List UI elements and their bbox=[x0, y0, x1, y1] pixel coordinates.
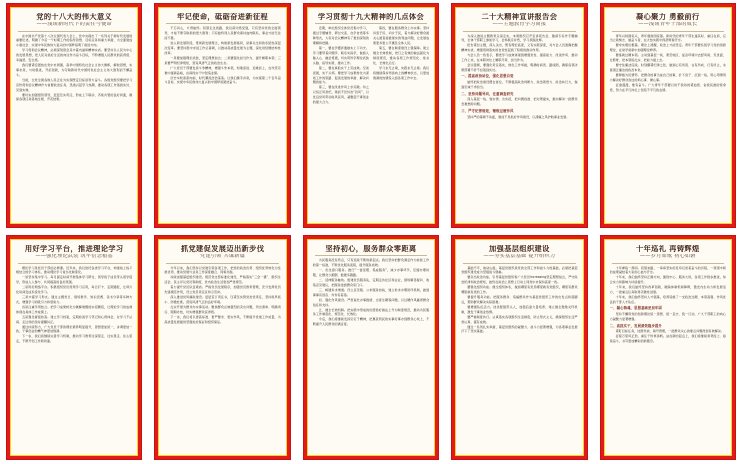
article-column bbox=[610, 266, 726, 345]
article-column bbox=[373, 26, 429, 220]
article-paragraph: 与会人员一致表示，要把学习成效体现到增强党性、提高能力、改进作风、推动工作上来，在本职岗位上履职尽责、担当作为。 bbox=[461, 53, 578, 63]
article-sheet bbox=[456, 240, 582, 455]
poster-panel[interactable] bbox=[297, 0, 445, 232]
article-sheet bbox=[605, 240, 731, 455]
article-paragraph: 今年以来，我们坚持以党建引领各项工作，把党的政治优势、组织优势转化为发展优势，推动党建与业务工作深度融合、同频共振。 bbox=[164, 265, 281, 275]
article-paragraph: 着力提升党员队伍素质。严格党员发展程序，加强党员教育管理，充分发挥党员先锋模范作用，设立党员责任区和示范岗。 bbox=[164, 285, 281, 295]
article-body bbox=[164, 266, 280, 325]
article-sheet bbox=[11, 240, 137, 455]
article-paragraph: 不忘初心，方得始终。回望走过的路，我们深切感受到，只有坚持党的全面领导，才能不断夺取新的更大胜利；只有始终同人民群众保持血肉联系，事业才能无往而不胜。 bbox=[164, 26, 281, 41]
article-paragraph: 坚持严的基调不动摇，驰而不息抓好作风建设，以清廉之风护航事业发展。 bbox=[467, 114, 570, 119]
article-paragraph: 十年弹指一挥间。回望来路，一串串坚实的足印记录着奋斗的历程，一项项丰硕的成果凝结着大家的心血与汗水。 bbox=[609, 265, 726, 275]
title-divider bbox=[18, 31, 130, 32]
article-paragraph: 十年来，我们始终坚持正确方向，围绕中心、服务大局，各项工作稳步推进，综合实力和影响力持续提升。 bbox=[609, 275, 726, 285]
article-column bbox=[16, 34, 132, 103]
article-title: 加强基层组织建设 bbox=[489, 245, 550, 253]
article-columns bbox=[461, 34, 577, 221]
article-column bbox=[16, 266, 132, 345]
article-subtitle: ——岁月如歌 初心如磐 bbox=[639, 254, 696, 260]
article-paragraph: 五是强化督促检查。建立学习档案，定期检查学习笔记和心得体会，对学习不认真、走过场的及时提醒纠正。 bbox=[16, 314, 133, 324]
poster-panel[interactable] bbox=[445, 232, 593, 464]
article-paragraph: 要厚植为民情怀。把群众的事当成自己的事，扑下身子、沉到一线，用心用情用力解决好群众身边的烦心事、操心事。 bbox=[609, 72, 726, 82]
article-paragraph: 第五，要在制度建设上强保障。建立健全长效机制，把行之有效的做法固化为制度规范，推动各项工作规范化、常态化、长效化运行。 bbox=[373, 45, 430, 65]
article-paragraph: 始终把政治建设摆在首位，不断提高政治判断力、政治领悟力、政治执行力，做到忠诚干净担当。 bbox=[461, 80, 578, 90]
article-paragraph: 二是用好网络平台。积极组织党员使用学习应用，每日打卡、定期通报，让碎片化时间变成系统化学习。 bbox=[16, 285, 133, 295]
article-paragraph: 紧盯目标任务，挂图作战、销号管理，一批群众关心的难点问题得到有效解决。 bbox=[615, 329, 724, 334]
article-body bbox=[16, 266, 132, 345]
article-column bbox=[461, 34, 577, 120]
article-paragraph: 当前，全党全国各族人民正在为实现既定目标而努力奋斗。各级党组织要把学习宣传贯彻会议精神作为首要政治任务，迅速兴起学习热潮，推动各项工作落到实处、见到实效。 bbox=[16, 77, 133, 92]
title-divider bbox=[166, 263, 278, 264]
article-columns bbox=[313, 26, 429, 220]
article-paragraph: 下一步，我们将继续完善学习机制，推动学习教育往深里走、往实里走、往心里走，不断开创工作新局面。 bbox=[16, 334, 133, 344]
article-subtitle: ——夯实基层基础 提升组织力 bbox=[483, 254, 556, 260]
article-subtitle: ——浅谈青年干部的成长 bbox=[638, 22, 698, 28]
article-column bbox=[164, 26, 280, 85]
article-paragraph: 通过持续努力，广大党员干部的理论素养明显提升，思想更加统一，步调更加一致，干事创业的精气神更加饱满。 bbox=[16, 324, 133, 334]
article-sheet bbox=[308, 8, 434, 223]
article-title: 党的十八大的伟大意义 bbox=[36, 13, 113, 21]
article-sheet bbox=[605, 8, 731, 223]
article-paragraph: 一、优化窗口服务。推行“一窗受理、集成服务”，减少办事环节，压缩办理时限，让群众少跑腿、数据多跑路。 bbox=[312, 268, 430, 278]
article-paragraph: 坚持不懈用党的创新理论统一思想、统一意志、统一行动，广大干部职工的向心力凝聚力显著增强。 bbox=[609, 312, 726, 322]
article-columns bbox=[164, 266, 280, 453]
article-body bbox=[610, 266, 726, 345]
article-title: 学习贯彻十九大精神的几点体会 bbox=[317, 13, 425, 21]
article-body bbox=[16, 34, 132, 103]
article-column bbox=[313, 258, 429, 327]
article-paragraph: 广大党员干部要发扬斗争精神，增强斗争本领，知难而进、迎难而上，在攻坚克难中砥砺品格，在真抓实干中创造业绩。 bbox=[164, 65, 281, 75]
article-columns bbox=[16, 34, 132, 221]
article-body bbox=[313, 26, 369, 105]
article-paragraph: 学习贯彻会议精神，必须深刻领会其丰富内涵和精神实质。要坚持以人民为中心的发展思想，把人民对美好生活的向往作为奋斗目标，不断增强人民群众的获得感、幸福感、安全感。 bbox=[16, 48, 133, 63]
article-paragraph: 下一步，我们将以更高标准、更严要求、更实作风，不断提升党建工作质量，为高质量发展提供坚强政治保证和组织保证。 bbox=[164, 314, 281, 324]
article-subtitle: ——浅谈新时代下的责任与使命 bbox=[36, 22, 112, 28]
article-paragraph: 历史车轮滚滚向前，时代潮流浩浩荡荡。让我们携手并肩，为实现第二个百年奋斗目标、实现中华民族伟大复兴的中国梦而团结奋斗。 bbox=[164, 75, 281, 85]
article-paragraph: 学习永无止境，实践永无止境。我们将继续保持昂扬向上的精神状态，以更加饱满的热情投入到各项工作中去。 bbox=[373, 65, 430, 80]
article-sheet bbox=[11, 8, 137, 223]
title-divider bbox=[18, 263, 130, 264]
poster-panel[interactable] bbox=[594, 0, 742, 232]
article-body bbox=[313, 258, 429, 327]
article-paragraph: 会议强调，要强化责任落实，细化工作举措，明确时间表、路线图，确保各项决策部署不折不扣落到实处。 bbox=[461, 63, 578, 72]
article-paragraph: 征途漫漫，惟有奋斗。广大青年干部要以时不我待的紧迫感、舍我其谁的使命感，努力在平凡岗位上创造不平凡的业绩。 bbox=[609, 82, 726, 92]
article-paragraph: 要夯实理论根基。理论上清醒，政治上才能坚定。青年干部要系统学习党的创新理论，在常学常新中加强理论修养。 bbox=[609, 43, 726, 53]
poster-panel[interactable] bbox=[297, 232, 445, 464]
article-paragraph: 十年来，我们始终坚持改革创新，破除体制机制障碍，激发内生动力和发展活力，一批重点任务取得突破性进展。 bbox=[609, 285, 726, 295]
article-column bbox=[313, 26, 369, 220]
article-subheading: 一、凝心铸魂，思想基础更加牢固 bbox=[609, 306, 663, 311]
poster-panel[interactable] bbox=[0, 232, 148, 464]
article-paragraph: 十年来，我们始终坚持人才强基，培养造就了一支政治过硬、本领高强、作风优良的干部人才队伍。 bbox=[609, 295, 726, 304]
title-divider bbox=[612, 31, 724, 32]
article-paragraph: 要守住廉洁底线。时刻绷紧纪律之弦，做到心有所畏、言有所戒、行有所止，永葆清正廉洁的政治本色。 bbox=[609, 63, 726, 72]
article-subheading: 一、提高政治站位，强化思想自觉 bbox=[461, 74, 514, 79]
poster-panel[interactable] bbox=[0, 0, 148, 232]
title-divider bbox=[612, 263, 724, 264]
article-title: 抓党建促发展迈出新步伐 bbox=[180, 245, 265, 253]
article-paragraph: 进入新发展阶段，贯彻新发展理念，构建新发展格局，是事关全局的系统性深层次变革。要坚持稳中求进工作总基调，以推动高质量发展为主题，深化供给侧结构性改革。 bbox=[164, 41, 281, 55]
article-columns bbox=[164, 26, 280, 220]
article-body bbox=[373, 26, 429, 80]
article-paragraph: 要突出政治功能。引导基层党组织和广大党员increasing坚定理想信念，严守政治纪律和政治规矩，始终在政治上思想上行动上同党中央保持高度一致。 bbox=[461, 275, 578, 285]
article-body bbox=[461, 266, 577, 335]
article-paragraph: 深入基层一线，察实情、出实招，把问题找准、把对策提实，推动解决一批群众急难愁盼问题。 bbox=[461, 97, 578, 107]
article-paragraph: 要增强队伍活力。选优配强带头人，加强后备力量培养，建立健全激励关怀机制，激发干事创业热情。 bbox=[461, 304, 578, 314]
article-paragraph: 三、畅通诉求渠道。设立意见箱、公布服务热线，建立诉求办理闭环机制，做到事事有回音、件件有着落。 bbox=[312, 287, 430, 297]
article-subtitle: 党建引领 共谋新篇 bbox=[200, 254, 246, 260]
article-body bbox=[461, 34, 577, 120]
article-paragraph: 报告紧扣主题，深入浅出，既有理论高度，又有实践深度，对与会人员准确把握精神实质、增强贯彻落实的自觉性起到了积极的推动作用。 bbox=[461, 43, 578, 53]
article-paragraph: 二、延伸服务触角。组建党员服务队，定期走访社区和企业，现场解答疑问、收集意见建议，把服务送到群众家门口。 bbox=[312, 277, 430, 287]
article-paragraph: 青年兴则国家兴，青年强则国家强。新时代的青年干部生逢其时、重任在肩，应当立鸿鹄志、做奋斗者，在火热实践中挥洒青春汗水。 bbox=[609, 33, 726, 43]
title-divider bbox=[315, 255, 427, 256]
article-sheet bbox=[159, 240, 285, 455]
article-columns bbox=[610, 34, 726, 221]
article-subtitle: ——主题教育学习简报 bbox=[492, 22, 547, 28]
article-title: 牢记使命，砥砺奋进新征程 bbox=[177, 13, 269, 21]
article-column bbox=[164, 266, 280, 325]
article-paragraph: 要强化组织功能。健全组织体系，做到哪里有党员哪里就有党组织，哪里有群众哪里就有党的工作。 bbox=[461, 285, 578, 295]
article-subtitle: ——强化理论武装 筑牢信念根基 bbox=[35, 254, 113, 260]
article-paragraph: 理论学习是党员干部的必修课。近年来，我们依托各类学习平台，构建线上线下相结合的学习体系，推动理论学习常态化制度化。 bbox=[16, 265, 133, 275]
article-paragraph: 为深入推进主题教育走深走实，本周组织召开宣讲报告会，邀请专家作专题辅导，全体干部职工参加学习，会场秩序井然，学习氛围浓厚。 bbox=[461, 33, 578, 43]
article-paragraph: 要切实加强组织领导，层层压实责任，形成上下联动、齐抓共管的良好局面，确保各项任务落地生根、开花结果。 bbox=[16, 92, 133, 102]
article-columns bbox=[313, 258, 429, 452]
article-title: 二十大精神宣讲报告会 bbox=[481, 13, 558, 21]
article-sheet bbox=[159, 8, 285, 223]
article-paragraph: 三是丰富学习形式。通过主题党日、现场教学、知识竞赛、读书分享等多种方式，增强学习的吸引力和感染力。 bbox=[16, 295, 133, 304]
poster-panel[interactable] bbox=[148, 232, 296, 464]
article-body bbox=[164, 26, 280, 85]
article-columns bbox=[461, 266, 577, 453]
article-paragraph: 四是注重学用结合。把学习成果转化为破解难题的实招硬招，让理论学习的成效体现在具体工作成绩上。 bbox=[16, 304, 133, 314]
article-title: 十年巡礼 再铸辉煌 bbox=[635, 245, 700, 253]
article-paragraph: 第一，要在学懂弄通做实上下功夫。学习要带着问题学、联系实际学，做到入脑入心、融会贯通，切实用科学理论武装头脑、指导实践、推动工作。 bbox=[312, 45, 369, 65]
article-paragraph: 基础不牢，地动山摇。基层党组织是党的全部工作和战斗力的基础，必须把基层党组织建设成为坚强战斗堡垒。 bbox=[461, 265, 578, 275]
article-paragraph: 我们要紧密团结在党中央周围，高举中国特色社会主义伟大旗帜，解放思想，实事求是，与时俱进，开拓创新，为夺取新时代中国特色社会主义伟大胜利而不懈奋斗。 bbox=[16, 63, 133, 77]
article-paragraph: 扎实开展为群众办实事活动。聚焦群众反映强烈的突出问题，列出清单、明确责任、限期办结，切实增强群众获得感。 bbox=[164, 304, 281, 314]
article-paragraph: 一是要加强理论武装，坚定理想信念；二是要强化担当作为，提升履职本领；三是要严明纪律规矩，营造风清气正的政治生态。 bbox=[164, 55, 281, 65]
article-paragraph: 征程万里风正劲，重任千钧再扬帆。站在新的起点上，我们将继续乘势而上、接续奋斗，书写更加精彩的新篇章。 bbox=[609, 334, 726, 344]
article-title: 凝心聚力 勇毅前行 bbox=[635, 13, 700, 21]
article-paragraph: 在中国共产党第十八次全国代表大会上，党中央提出了一系列关于新时代发展的重要论述，明确了今后一个时期工作的指导思想、目标任务和重大举措，为全面建成小康社会、实现中华民族伟大复兴的中国梦指明了前进方向。 bbox=[16, 33, 133, 48]
article-column bbox=[461, 266, 577, 335]
article-title: 用好学习平台，推进理论学习 bbox=[24, 245, 124, 253]
article-paragraph: 四、强化作风建设。严肃查处办事推诿、态度生硬等问题，以过硬作风赢得群众信任和支持。 bbox=[312, 297, 430, 307]
poster-panel[interactable] bbox=[148, 0, 296, 232]
title-divider bbox=[315, 23, 427, 24]
article-paragraph: 为民服务没有终点，只有连续不断的新起点。我们坚持把群众满意作为检验工作的第一标准，不断优化服务流程，提升服务质效。 bbox=[312, 258, 430, 268]
article-paragraph: 要提升服务功能。把服务群众、造福群众作为基层党组织工作的出发点和落脚点，帮助群众解决实际困难。 bbox=[461, 295, 578, 304]
article-sheet bbox=[456, 8, 582, 223]
article-sheet bbox=[308, 240, 434, 455]
article-paragraph: 今后，我们将继续发扬钉钉子精神，把惠民利民的实事好事办到群众心坎上，不断提升人民群众的满意度。 bbox=[312, 317, 430, 327]
article-subheading: 三、严守纪律规矩，锤炼过硬作风 bbox=[461, 108, 514, 113]
poster-panel[interactable] bbox=[594, 232, 742, 464]
article-paragraph: 第二，要在真抓实干上见成效。空谈误国，实干兴邦。要把学习成果转化为谋划工作的思路、促进发展的举措、解决问题的能力。 bbox=[312, 65, 369, 85]
article-paragraph: 第四，要在服务群众上办实事。坚持问需于民、问计于民，着力解决好群众最关心最直接最现实的利益问题，让发展成果更多更公平惠及全体人民。 bbox=[373, 26, 430, 46]
article-paragraph: 要练就过硬本领。主动到基层一线、艰苦地区、复杂环境中去经风雨、见世面、壮筋骨，把本领练扎实、把能力提上去。 bbox=[609, 53, 726, 63]
article-title: 坚持初心，服务群众零距离 bbox=[325, 245, 417, 253]
article-paragraph: 深入推进党风廉政建设。层层签订责任书，压紧压实管党治党责任，坚持抓早抓小、防微杜渐，营造风清气正的良好环境。 bbox=[164, 295, 281, 304]
article-paragraph: 近期，单位组织全体党员集中学习，通过专题辅导、研讨交流、自学自悟等多种形式，大家对会议精神有了更加深刻的理解和把握。 bbox=[312, 26, 369, 46]
article-body bbox=[610, 34, 726, 93]
article-columns bbox=[610, 266, 726, 453]
article-subheading: 二、坚持问题导向，注重调查研究 bbox=[461, 91, 514, 96]
article-paragraph: 一是坚持集中学习。每月固定时间开展集体学习研讨，领导班子成员带头领学促学，形成人人参与、共同提高的良好氛围。 bbox=[16, 275, 133, 285]
title-divider bbox=[166, 23, 278, 24]
article-column bbox=[610, 34, 726, 93]
article-paragraph: 要严格制度执行。认真落实各项组织生活制度，防止形式主义，确保组织生活严肃认真、富有成效。 bbox=[461, 314, 578, 324]
article-paragraph: 五、健全长效机制。把实践中形成的好经验好做法上升为制度规范，推动为民服务工作制度化、规范化、长效化。 bbox=[312, 307, 430, 317]
title-divider bbox=[463, 263, 575, 264]
article-paragraph: 第三，要在改进作风上求突破。持之以恒正风肃纪，驰而不息纠治“四风”，以优良党风带动政风民风，凝聚起干事创业的强大合力。 bbox=[312, 85, 369, 105]
article-subheading: 二、真抓实干，发展质效稳步提升 bbox=[609, 323, 663, 328]
article-paragraph: 持续加强基层组织建设。规范党支部标准化建设，严格落实“三会一课”、组织生活会、民主评议党员等制度，党内政治生活更加严肃规范。 bbox=[164, 275, 281, 285]
poster-panel[interactable] bbox=[445, 0, 593, 232]
article-columns bbox=[16, 266, 132, 453]
title-divider bbox=[463, 31, 575, 32]
article-paragraph: 通过一系列扎实举措，基层党组织的凝聚力、战斗力显著增强，为各项事业发展打下了坚实基础。 bbox=[461, 324, 578, 334]
